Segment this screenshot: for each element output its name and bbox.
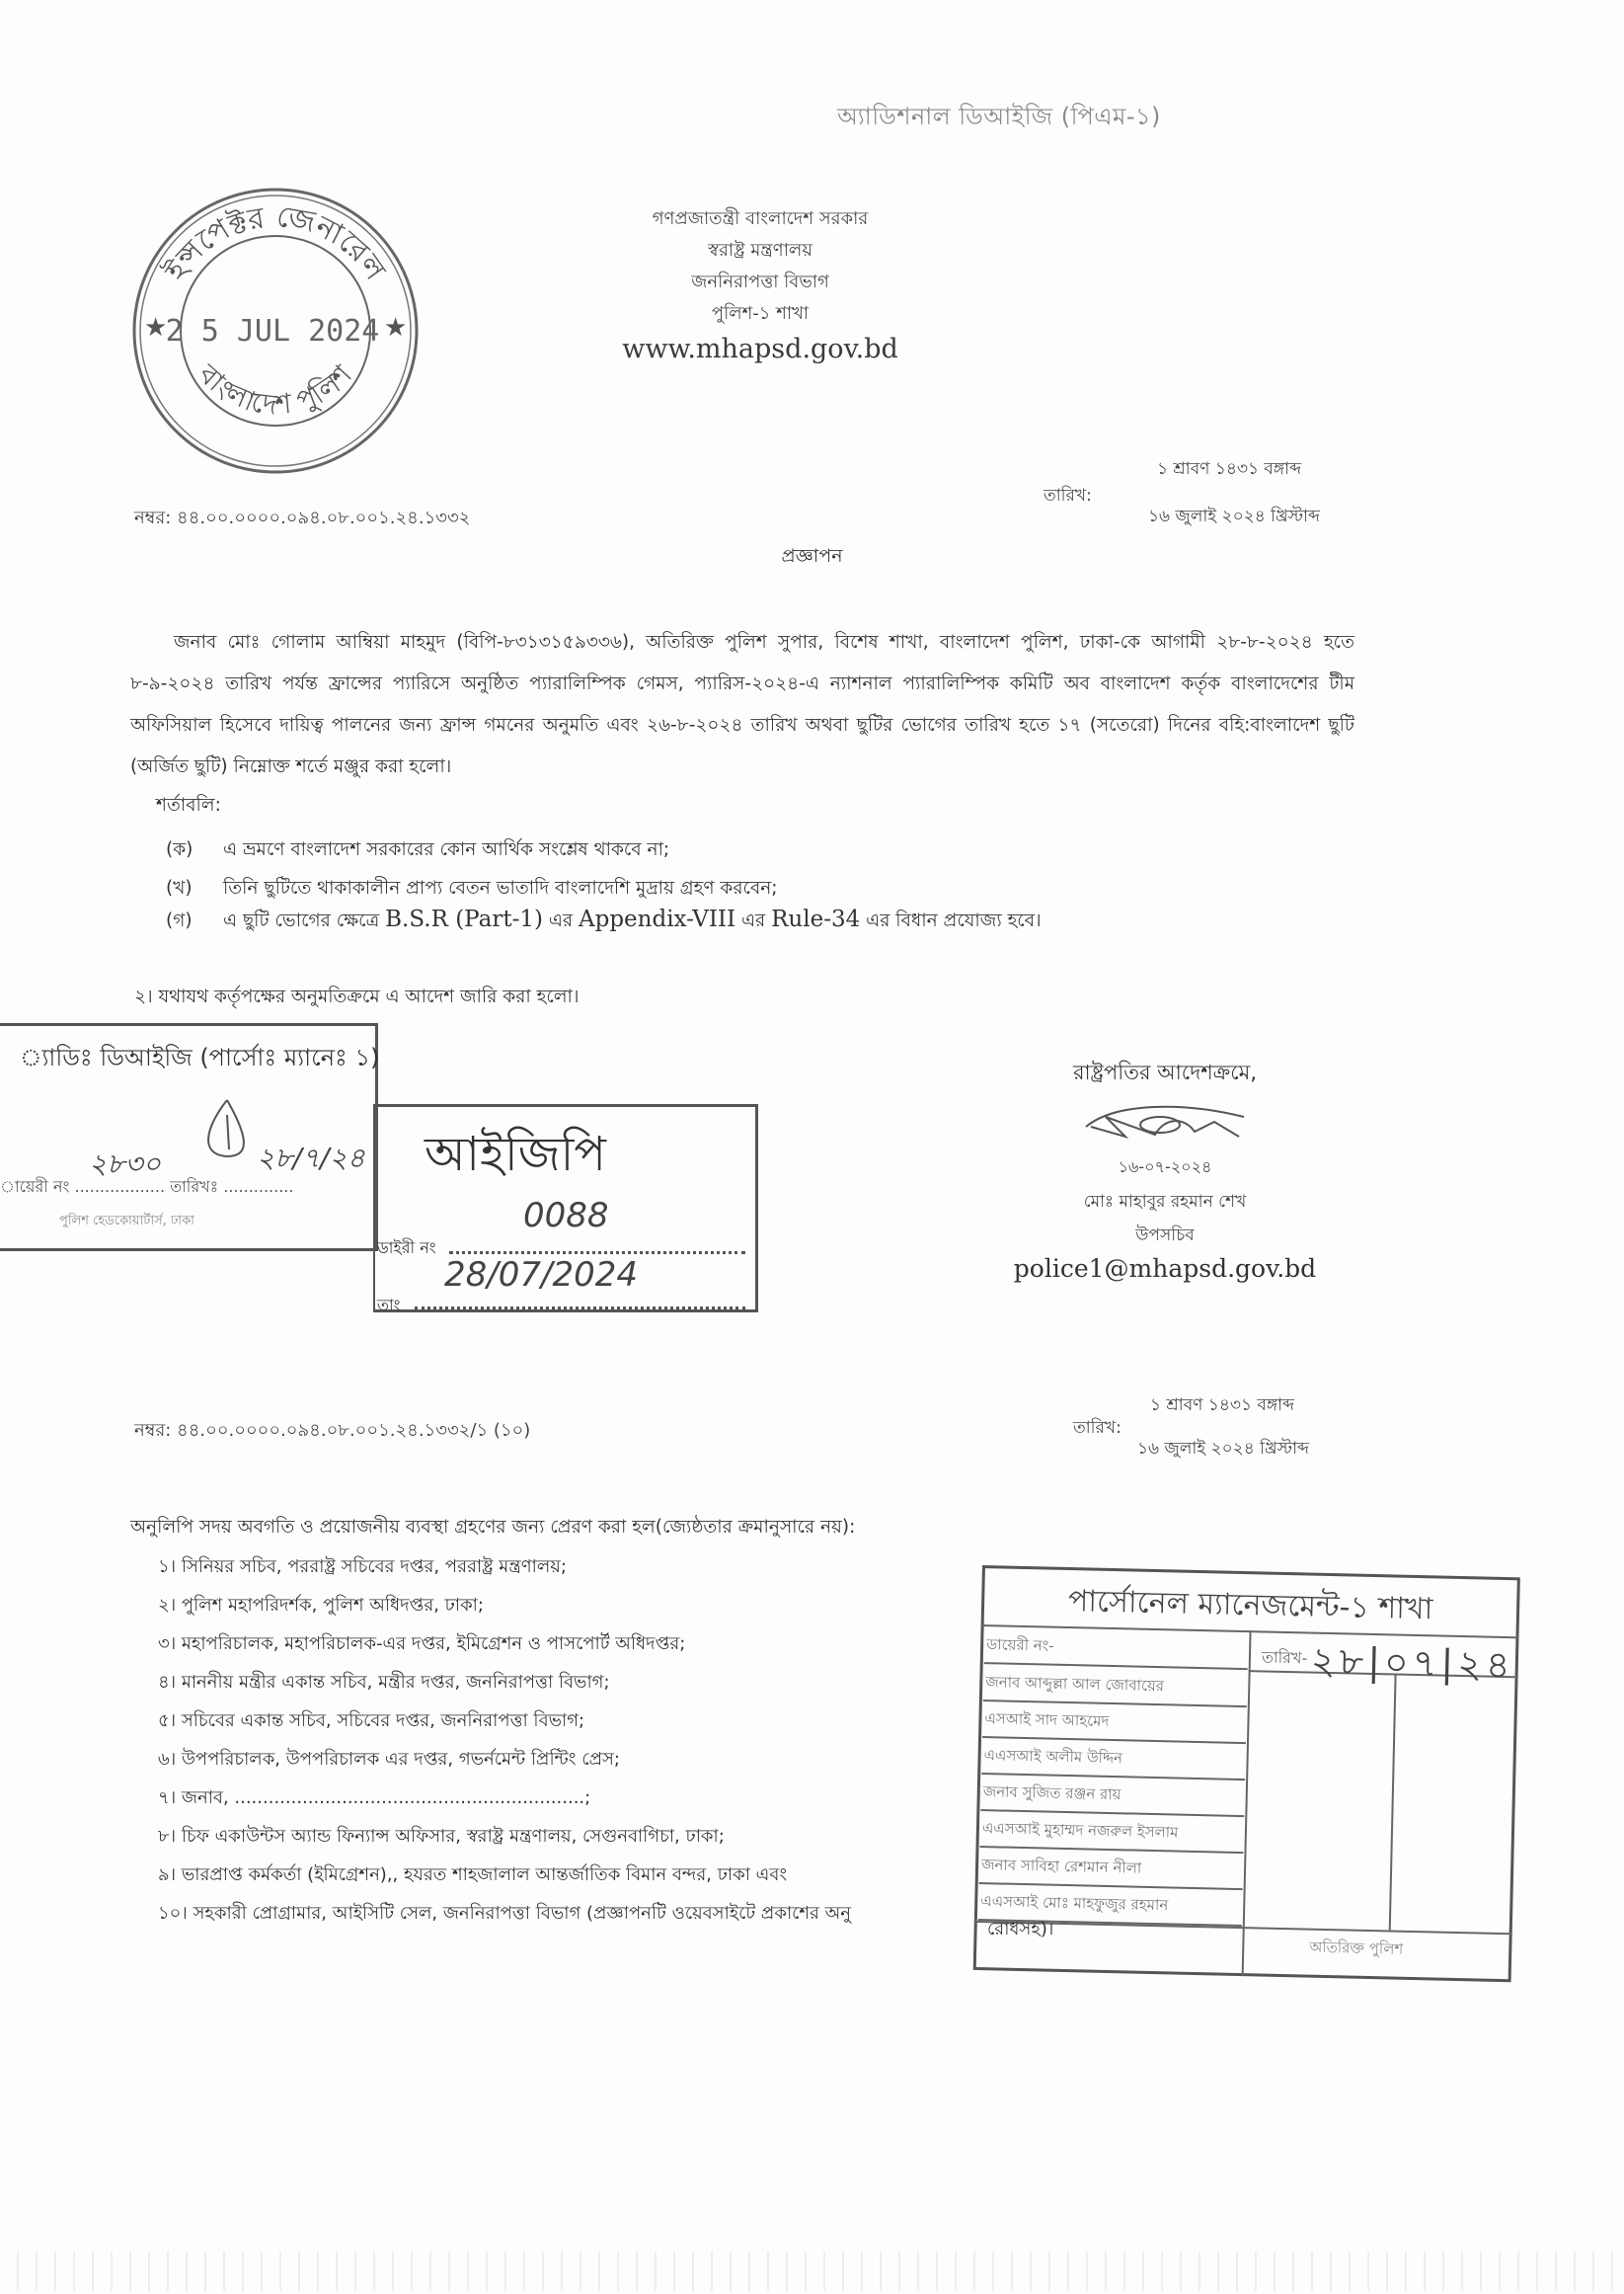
body-paragraph: জনাব মোঃ গোলাম আম্বিয়া মাহমুদ (বিপি-৮৩১৩১৫৯৩৩৬), অতিরিক্ত পুলিশ সুপার, বিশেষ শাখা, বাংলাদেশ পুলিশ, ঢাকা-কে আগামী ২৮-৮-২০২৪ হতে ৮-৯-২০২৪ তারিখ পর্যন্ত ফ্রান্সের প্যারিসে অনুষ্ঠিত প্যারালিম্পিক গেমস, প্যারিস-২০২৪-এ ন্যাশনাল প্যারালিম্পিক কমিটি অব বাংলাদেশ কর্তৃক বাংলাদেশের টীম অফিসিয়াল হিসেবে দায়িত্ব পালনের জন্য ফ্রান্স গমনের অনুমতি এবং ২৬-৮-২০২৪ তারিখ অথবা ছুটির ভোগের তারিখ হতে ১৭ (সতেরো) দিনের বহি:বাংলাদেশ ছুটি (অর্জিত ছুটি) নিম্নোক্ত শর্তে মঞ্জুর করা হলো। bbox=[130, 632, 1354, 777]
appendix-reference: Appendix-VIII bbox=[578, 907, 736, 932]
condition-item bbox=[166, 907, 1042, 937]
copy-to-item: ৬। উপপরিচালক, উপপরিচালক এর দপ্তর, গভর্নমেন্ট প্রিন্টিং প্রেস; bbox=[158, 1749, 620, 1770]
igp-stamp bbox=[373, 1104, 758, 1312]
seal-top-text: ইন্সপেক্টর জেনারেল bbox=[158, 198, 393, 287]
signatory-name: মোঃ মাহাবুর রহমান শেখ bbox=[1083, 1192, 1247, 1212]
branch-name: পুলিশ-১ শাখা bbox=[711, 303, 810, 324]
copy-to-item: ৮। চিফ একাউন্টস অ্যান্ড ফিন্যান্স অফিসার, স্বরাষ্ট্র মন্ত্রণালয়, সেগুনবাগিচা, ঢাকা; bbox=[158, 1826, 725, 1847]
condition-text: এ ছুটি ভোগের ক্ষেত্রে bbox=[223, 910, 380, 931]
date-gregorian: ১৬ জুলাই ২০২৪ খ্রিস্টাব্দ bbox=[1137, 1439, 1309, 1459]
copy-to-item: ৫। সচিবের একান্ত সচিব, সচিবের দপ্তর, জননিরাপত্তা বিভাগ; bbox=[158, 1710, 585, 1731]
condition-label: (খ) bbox=[166, 878, 193, 899]
condition-item bbox=[166, 835, 669, 866]
document-title: প্রজ্ঞাপন bbox=[781, 545, 843, 567]
copy-to-item: ১০। সহকারী প্রোগ্রামার, আইসিটি সেল, জননিরাপত্তা বিভাগ (প্রজ্ঞাপনটি ওয়েবসাইটে প্রকাশের অনু bbox=[158, 1903, 852, 1924]
seal-date: 2 5 JUL 2024 bbox=[165, 314, 380, 349]
pm-staff-row: জনাব সুজিত রঞ্জন রায় bbox=[980, 1774, 1245, 1817]
additional-dig-stamp bbox=[0, 1023, 378, 1251]
igp-stamp-title: আইজিপি bbox=[425, 1127, 606, 1182]
igp-diary-label: ডাইরী নং bbox=[377, 1238, 436, 1257]
diary-number-handwritten: ২৮৩০ bbox=[89, 1147, 161, 1180]
scan-artifact-strip bbox=[0, 2252, 1624, 2291]
letterhead bbox=[553, 203, 967, 369]
website-link[interactable]: www.mhapsd.gov.bd bbox=[622, 334, 898, 364]
top-stamp-additional-dig: অ্যাডিশনাল ডিআইজি (পিএম-১) bbox=[837, 103, 1161, 130]
issuance-statement: ২। যথাযথ কর্তৃপক্ষের অনুমতিক্রমে এ আদেশ জারি করা হলো। bbox=[134, 987, 580, 1007]
pm-stamp-footer: অতিরিক্ত পুলিশ bbox=[1309, 1938, 1404, 1958]
signature-date: ১৬-০৭-২০২৪ bbox=[1118, 1157, 1212, 1176]
rule-reference: Rule-34 bbox=[771, 907, 861, 932]
signatory-email[interactable]: police1@mhapsd.gov.bd bbox=[1013, 1254, 1317, 1283]
condition-label: (গ) bbox=[166, 910, 193, 931]
signatory-designation: উপসচিব bbox=[1135, 1226, 1195, 1245]
diary-field: ায়েরী নং .................. তারিখঃ .............. bbox=[0, 1177, 294, 1196]
copy-to-item: ৯। ভারপ্রাপ্ত কর্মকর্তা (ইমিগ্রেশন),, হযরত শাহজালাল আন্তর্জাতিক বিমান বন্দর, ঢাকা এবং bbox=[158, 1864, 788, 1885]
copy-to-item: ২। পুলিশ মহাপরিদর্শক, পুলিশ অধিদপ্তর, ঢাকা; bbox=[158, 1595, 484, 1616]
pm-staff-row: এএসআই মোঃ মাহফুজুর রহমান bbox=[978, 1883, 1243, 1927]
date-bangla: ১ শ্রাবণ ১৪৩১ বঙ্গাব্দ bbox=[1150, 1395, 1295, 1415]
pm-date-label: তারিখ- bbox=[1261, 1647, 1308, 1668]
svg-text:বাংলাদেশ পুলিশ bbox=[192, 357, 358, 422]
copy-to-item-tail: রোধসহ)। bbox=[987, 1919, 1054, 1939]
date-label: তারিখঃ bbox=[170, 1177, 219, 1196]
pm-date-handwritten: ২৮|০৭|২৪ bbox=[1310, 1638, 1515, 1688]
personnel-management-stamp bbox=[973, 1565, 1520, 1982]
condition-text: এর bbox=[548, 910, 574, 931]
date-label: তারিখ: bbox=[1073, 1418, 1121, 1438]
conditions-title: শর্তাবলি: bbox=[156, 795, 221, 816]
pm-staff-row: এএসআই মুহাম্মদ নজরুল ইসলাম bbox=[980, 1810, 1245, 1854]
date-gregorian: ১৬ জুলাই ২০২৪ খ্রিস্টাব্দ bbox=[1148, 507, 1320, 526]
pm-staff-row: এএসআই অলীম উদ্দিন bbox=[981, 1737, 1246, 1780]
pm-staff-row: জনাব সাবিহা রেশমান নীলা bbox=[979, 1847, 1244, 1890]
date-bangla: ১ শ্রাবণ ১৪৩১ বঙ্গাব্দ bbox=[1157, 459, 1302, 479]
govt-name: গণপ্রজাতন্ত্রী বাংলাদেশ সরকার bbox=[652, 208, 869, 229]
svg-text:ইন্সপেক্টর জেনারেল bbox=[158, 199, 393, 287]
memo-reference-number: নম্বর: ৪৪.০০.০০০০.০৯৪.০৮.০০১.২৪.১৩৩২ bbox=[134, 508, 471, 528]
igp-diary-number: 0088 bbox=[523, 1196, 609, 1235]
signature-block bbox=[928, 1057, 1402, 1283]
ministry-name: স্বরাষ্ট্র মন্ত্রণালয় bbox=[708, 240, 812, 261]
copy-to-intro: অনুলিপি সদয় অবগতি ও প্রয়োজনীয় ব্যবস্থা গ্রহণের জন্য প্রেরণ করা হল(জ্যেষ্ঠতার ক্রমানুসারে নয়): bbox=[130, 1517, 856, 1538]
stamp-title: ্যাডিঃ ডিআইজি (পার্সোঃ ম্যানেঃ ১) bbox=[20, 1044, 380, 1071]
condition-text: এর বিধান প্রযোজ্য হবে। bbox=[866, 910, 1042, 931]
igp-date-handwritten: 28/07/2024 bbox=[444, 1255, 638, 1295]
dotted-line bbox=[449, 1251, 745, 1254]
pm-stamp-title: পার্সোনেল ম্যানেজমেন্ট-১ শাখা bbox=[1067, 1583, 1433, 1627]
condition-label: (ক) bbox=[166, 839, 193, 860]
copy-to-item: ১। সিনিয়র সচিব, পররাষ্ট্র সচিবের দপ্তর, পররাষ্ট্র মন্ত্রণালয়; bbox=[158, 1556, 567, 1577]
date-label: তারিখ: bbox=[1044, 486, 1092, 506]
date-handwritten: ২৮/৭/২৪ bbox=[257, 1142, 365, 1174]
condition-text: এর bbox=[740, 910, 766, 931]
copy-to-item: ৪। মাননীয় মন্ত্রীর একান্ত সচিব, মন্ত্রীর দপ্তর, জননিরাপত্তা বিভাগ; bbox=[158, 1672, 610, 1693]
pm-staff-row: জনাব আব্দুল্লা আল জোবায়ের bbox=[983, 1664, 1248, 1707]
seal-bottom-text: বাংলাদেশ পুলিশ bbox=[192, 357, 358, 422]
handwritten-initial bbox=[197, 1095, 257, 1164]
bsr-reference: B.S.R (Part-1) bbox=[385, 907, 543, 932]
igp-date-label: তাং bbox=[377, 1296, 401, 1314]
condition-text: এ ভ্রমণে বাংলাদেশ সরকারের কোন আর্থিক সংশ্লেষ থাকবে না; bbox=[223, 839, 670, 860]
condition-text: তিনি ছুটিতে থাকাকালীন প্রাপ্য বেতন ভাতাদি বাংলাদেশি মুদ্রায় গ্রহণ করবেন; bbox=[223, 878, 778, 899]
by-order-text: রাষ্ট্রপতির আদেশক্রমে, bbox=[1073, 1061, 1257, 1084]
condition-item bbox=[166, 874, 778, 905]
star-icon: ★ bbox=[144, 313, 168, 343]
stamp-footer: পুলিশ হেডকোয়ার্টার্স, ঢাকা bbox=[59, 1214, 194, 1228]
copy-to-item: ৭। জনাব, ..............................................................; bbox=[158, 1787, 591, 1808]
pm-staff-row: এসআই সাদ আহমেদ bbox=[982, 1701, 1247, 1744]
signature-scribble bbox=[1066, 1097, 1264, 1147]
star-icon: ★ bbox=[384, 313, 408, 343]
copy-to-item: ৩। মহাপরিচালক, মহাপরিচালক-এর দপ্তর, ইমিগ্রেশন ও পাসপোর্ট অধিদপ্তর; bbox=[158, 1633, 686, 1654]
diary-label: ায়েরী নং bbox=[0, 1177, 70, 1196]
dotted-line bbox=[415, 1306, 745, 1309]
division-name: জননিরাপত্তা বিভাগ bbox=[691, 272, 829, 292]
copy-reference-number: নম্বর: ৪৪.০০.০০০০.০৯৪.০৮.০০১.২৪.১৩৩২/১ (১০) bbox=[134, 1420, 531, 1441]
pm-diary-label: ডায়েরী নং- bbox=[984, 1626, 1249, 1670]
inspector-general-seal bbox=[122, 178, 424, 479]
